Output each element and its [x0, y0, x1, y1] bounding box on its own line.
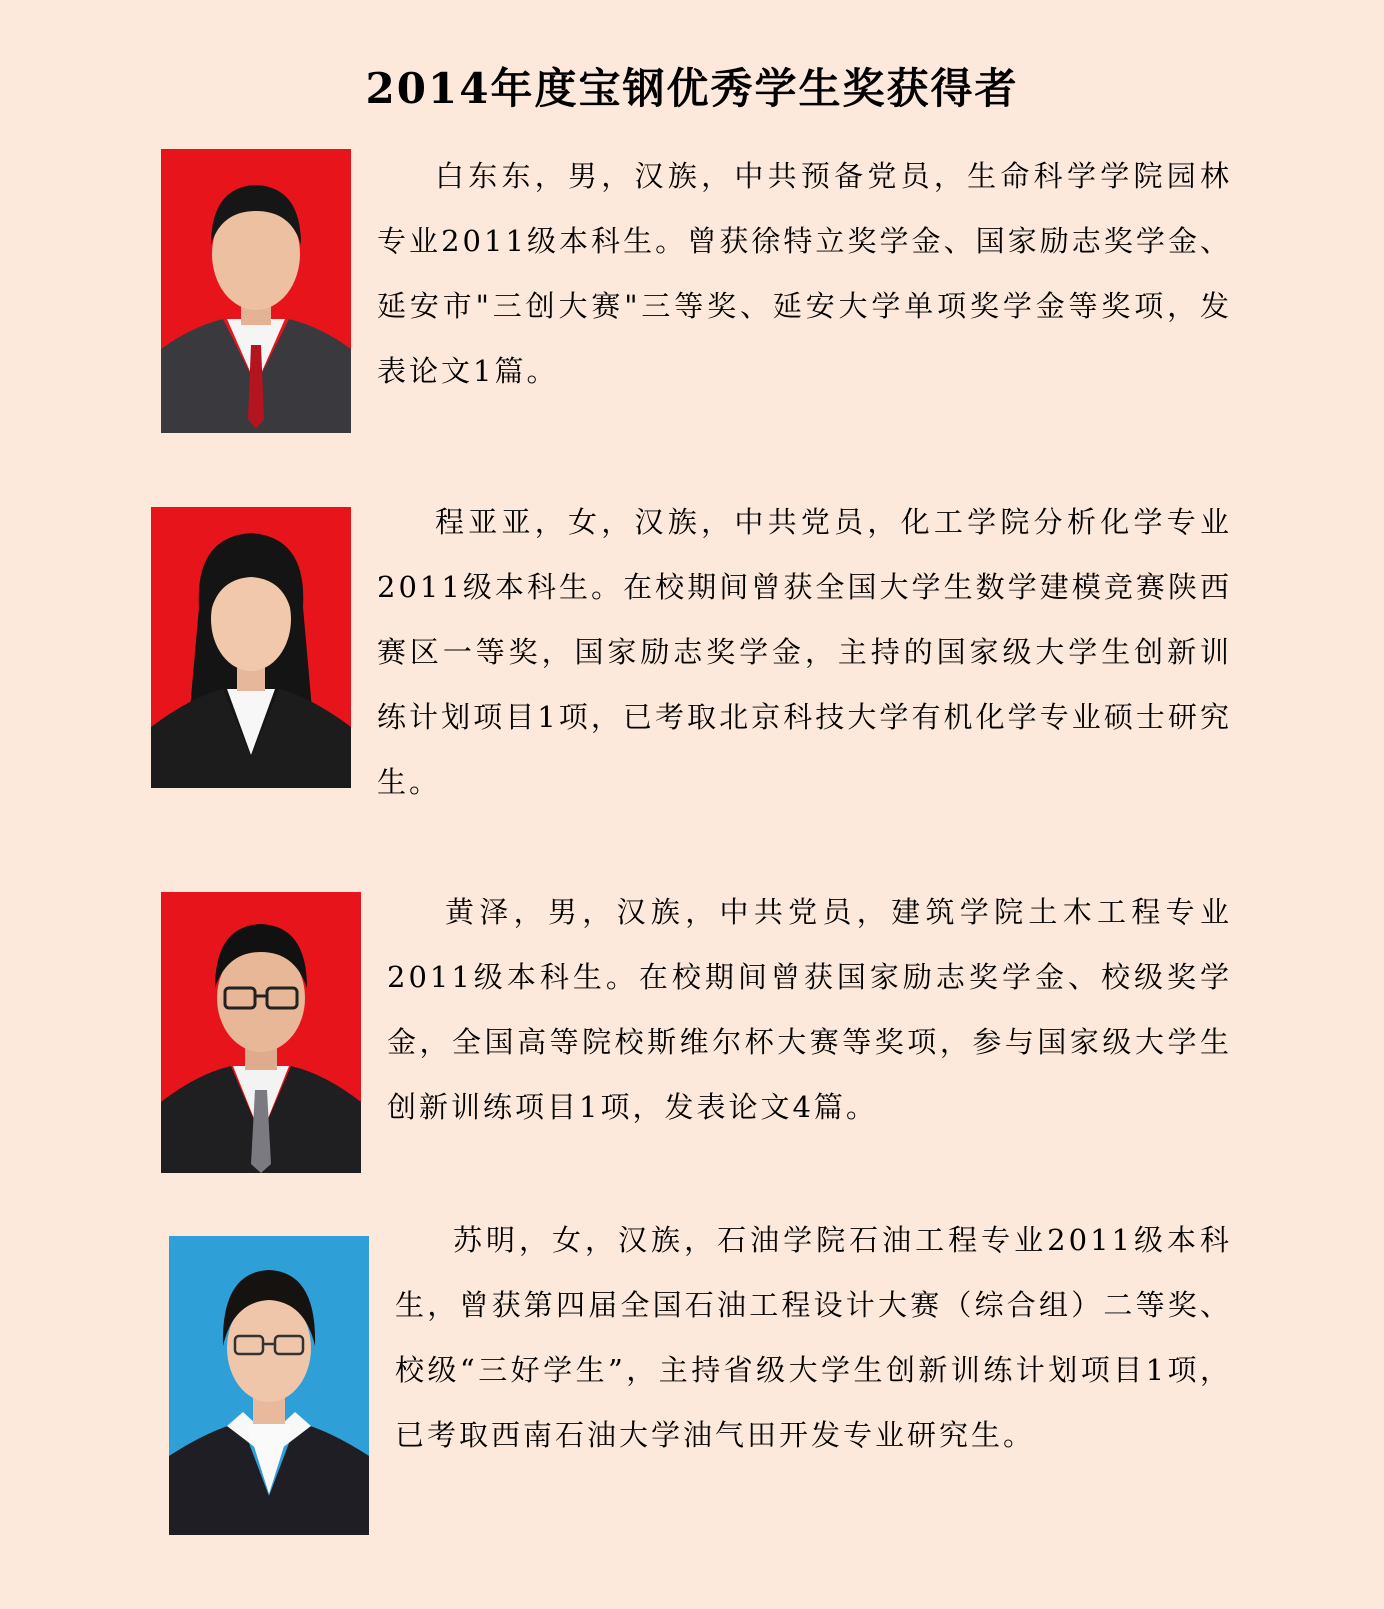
page-title: 2014年度宝钢优秀学生奖获得者	[365, 64, 1019, 114]
awardee-bio: 黄泽，男，汉族，中共党员，建筑学院土木工程专业2011级本科生。在校期间曾获国家励志奖学金、校级奖学金，全国高等院校斯维尔杯大赛等奖项，参与国家级大学生创新训练项目1项，发表论文4篇。	[387, 895, 1232, 1124]
awardee-bio: 苏明，女，汉族，石油学院石油工程专业2011级本科生，曾获第四届全国石油工程设计大赛（综合组）二等奖、校级“三好学生”，主持省级大学生创新训练计划项目1项，已考取西南石油大学油气田开发专业研究生。	[395, 1223, 1232, 1452]
awardee-photo	[161, 892, 361, 1173]
awardee-photo	[151, 507, 351, 788]
awardee-photo	[169, 1236, 369, 1535]
awardee-bio: 白东东，男，汉族，中共预备党员，生命科学学院园林专业2011级本科生。曾获徐特立奖学金、国家励志奖学金、延安市"三创大赛"三等奖、延安大学单项奖学金等奖项，发表论文1篇。	[377, 159, 1232, 388]
awardee-photo	[161, 149, 351, 433]
awardee-bio: 程亚亚，女，汉族，中共党员，化工学院分析化学专业2011级本科生。在校期间曾获全国大学生数学建模竞赛陕西赛区一等奖，国家励志奖学金，主持的国家级大学生创新训练计划项目1项，已考取北京科技大学有机化学专业硕士研究生。	[377, 505, 1232, 799]
